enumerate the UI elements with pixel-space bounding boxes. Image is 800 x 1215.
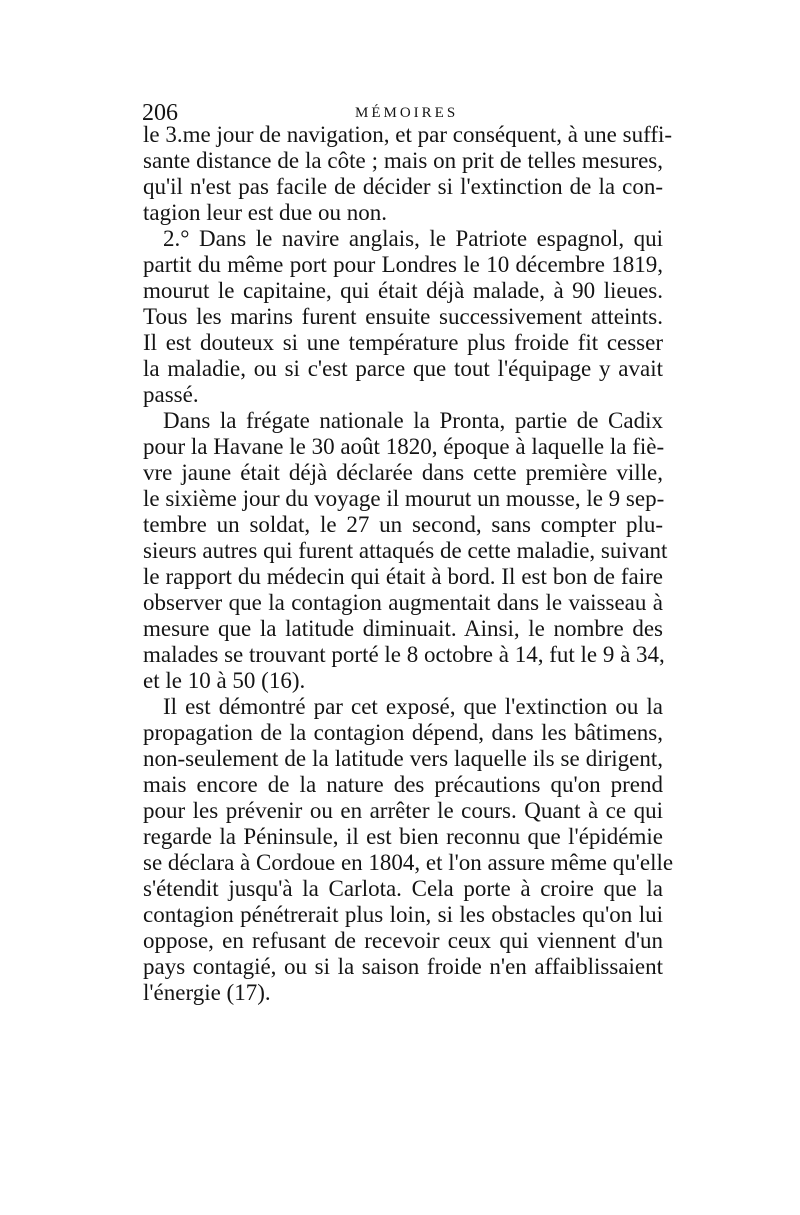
- text-line: se déclara à Cordoue en 1804, et l'on assure même qu'elle: [143, 850, 674, 875]
- text-line: contagion pénétrerait plus loin, si les obstacles qu'on lui: [143, 902, 663, 927]
- text-line: oppose, en refusant de recevoir ceux qui viennent d'un: [143, 928, 663, 953]
- text-line: tembre un soldat, le 27 un second, sans compter plu-: [143, 512, 663, 537]
- text-line: sieurs autres qui furent attaqués de cette maladie, suivant: [143, 538, 668, 563]
- text-line: Dans la frégate nationale la Pronta, partie de Cadix: [163, 408, 663, 433]
- text-line: mesure que la latitude diminuait. Ainsi, le nombre des: [143, 616, 663, 641]
- running-head-title: MÉMOIRES: [355, 105, 459, 121]
- text-line: qu'il n'est pas facile de décider si l'extinction de la con-: [143, 174, 663, 199]
- text-line: la maladie, ou si c'est parce que tout l'équipage y avait: [143, 356, 663, 381]
- text-line: regarde la Péninsule, il est bien reconnu que l'épidémie: [143, 824, 663, 849]
- text-line: et le 10 à 50 (16).: [143, 668, 306, 693]
- body-text: [143, 122, 674, 1006]
- text-line: passé.: [143, 382, 199, 407]
- text-line: vre jaune était déjà déclarée dans cette première ville,: [143, 460, 663, 485]
- text-line: Tous les marins furent ensuite successivement atteints.: [143, 304, 663, 329]
- text-line: propagation de la contagion dépend, dans les bâtimens,: [143, 720, 663, 745]
- text-line: pays contagié, ou si la saison froide n'en affaiblissaient: [143, 954, 663, 979]
- text-line: sante distance de la côte ; mais on prit de telles mesures,: [143, 148, 663, 173]
- text-line: 2.° Dans le navire anglais, le Patriote espagnol, qui: [163, 226, 663, 251]
- text-line: pour la Havane le 30 août 1820, époque à laquelle la fiè-: [143, 434, 665, 459]
- text-line: mourut le capitaine, qui était déjà malade, à 90 lieues.: [143, 278, 663, 303]
- text-line: Il est démontré par cet exposé, que l'extinction ou la: [163, 694, 663, 719]
- page-number: 206: [142, 100, 178, 126]
- text-line: le sixième jour du voyage il mourut un mousse, le 9 sep-: [143, 486, 665, 511]
- text-line: pour les prévenir ou en arrêter le cours. Quant à ce qui: [143, 798, 663, 823]
- text-line: malades se trouvant porté le 8 octobre à 14, fut le 9 à 34,: [143, 642, 665, 667]
- text-line: mais encore de la nature des précautions qu'on prend: [143, 772, 663, 797]
- text-line: tagion leur est due ou non.: [143, 200, 388, 225]
- text-line: s'étendit jusqu'à la Carlota. Cela porte à croire que la: [143, 876, 663, 901]
- text-line: non-seulement de la latitude vers laquelle ils se dirigent,: [143, 746, 663, 771]
- text-line: observer que la contagion augmentait dans le vaisseau à: [143, 590, 663, 615]
- text-line: le rapport du médecin qui était à bord. Il est bon de faire: [143, 564, 663, 589]
- text-line: l'énergie (17).: [143, 980, 271, 1005]
- text-line: le 3.me jour de navigation, et par conséquent, à une suffi-: [143, 122, 673, 147]
- text-line: Il est douteux si une température plus froide fit cesser: [143, 330, 663, 355]
- text-line: partit du même port pour Londres le 10 décembre 1819,: [143, 252, 663, 277]
